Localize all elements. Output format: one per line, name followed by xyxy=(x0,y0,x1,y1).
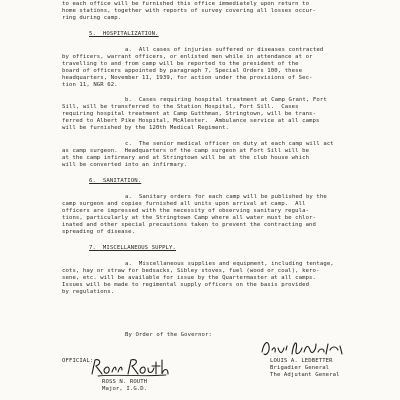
paragraph-line: cots, hay or straw for bedsacks, Sibley stoves, fuel (wood or coal), kero- xyxy=(62,268,320,274)
paragraph-line: Sill, will be transferred to the Station Hospital, Fort Sill. Cases xyxy=(62,104,299,110)
paragraph-line: as camp surgeon. Headquarters of the camp surgeon at Fort Sill will be xyxy=(62,148,310,154)
section-heading: 7. MISCELLANEOUS SUPPLY. xyxy=(89,245,176,251)
official-signature xyxy=(88,354,170,378)
intro-line: home stations, together with reports of survey covering all losses occur- xyxy=(62,8,317,14)
intro-line: ring during camp. xyxy=(62,15,122,21)
paragraph-line: a. Miscellaneous supplies and equipment, including tentage, xyxy=(125,261,334,267)
paragraph-line: a. All cases of injuries suffered or diseases contracted xyxy=(125,47,324,53)
paragraph-line: by officers, warrant officers, or enlisted men while in attendance at or xyxy=(62,54,313,60)
paragraph-line: a. Sanitary orders for each camp will be published by the xyxy=(125,194,327,200)
paragraph-line: Issues will be made to regimental supply officers on the basis provided xyxy=(62,282,310,288)
official-name: ROSS N. ROUTH xyxy=(102,379,148,385)
paragraph-line: ferred to Albert Pike Hospital, McAlester. Ambulance service at all camps xyxy=(62,118,320,124)
paragraph-line: inated and other special precautions taken to prevent the contracting and xyxy=(62,222,317,228)
paragraph-line: by regulations. xyxy=(62,289,115,295)
paragraph-line: travelling to and from camp will be reported to the president of the xyxy=(62,61,299,67)
section-heading: 6. SANITATION. xyxy=(89,178,142,184)
section-heading: 5. HOSPITALIZATION. xyxy=(89,31,159,37)
by-order-line: By Order of the Governor: xyxy=(125,332,212,338)
paragraph-line: at the camp infirmary and at Stringtown will be at the club house which xyxy=(62,155,310,161)
paragraph-line: c. The senior medical officer on duty at each camp will act xyxy=(125,141,334,147)
paragraph-line: sene, etc. will be available for issue by the Quartermaster at all camps. xyxy=(62,275,317,281)
adjutant-rank: Brigadier General xyxy=(270,365,330,371)
paragraph-line: spreading of disease. xyxy=(62,229,136,235)
adjutant-name: LOUIS A. LEDBETTER xyxy=(270,358,333,364)
adjutant-title: The Adjutant General xyxy=(270,372,340,378)
paragraph-line: tion 11, NGR 62. xyxy=(62,82,118,88)
paragraph-line: requiring hospital treatment at Camp Gutthman, Stringtown, will be trans- xyxy=(62,111,317,117)
paragraph-line: tions, particularly at the Stringtown Camp where all water must be chlor- xyxy=(62,215,317,221)
paragraph-line: will be furnished by the 120th Medical Regiment. xyxy=(62,125,230,131)
paragraph-line: headquarters, November 11, 1939, for action under the provisions of Sec- xyxy=(62,75,313,81)
paragraph-line: board of officers appointed by paragraph 7, Special Orders 100, these xyxy=(62,68,303,74)
paragraph-line: will be converted into an infirmary. xyxy=(62,162,188,168)
intro-line: to each office will be furnished this office immediately upon return to xyxy=(62,1,310,7)
paragraph-line: officers are impressed with the necessity of observing sanitary regula- xyxy=(62,208,310,214)
official-rank: Major, I.G.D. xyxy=(102,386,148,392)
paragraph-line: camp surgeon and copies furnished all units upon arrival at camp. All xyxy=(62,201,306,207)
adjutant-signature xyxy=(258,336,348,360)
official-label: OFFICIAL: xyxy=(62,358,94,364)
paragraph-line: b. Cases requiring hospital treatment at Camp Grant, Fort xyxy=(125,97,327,103)
